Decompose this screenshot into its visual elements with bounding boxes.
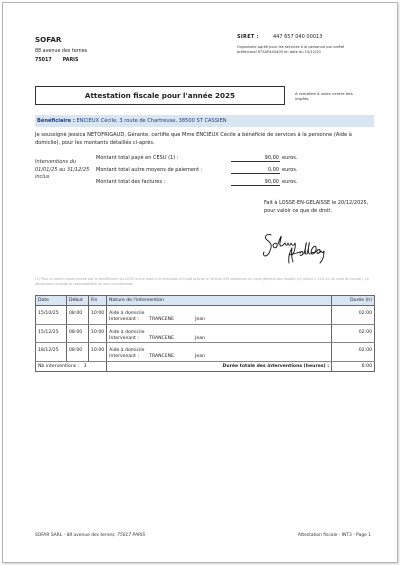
- interventions-count: [36, 361, 107, 371]
- signature-image: [259, 227, 329, 271]
- interventions-period: Interventions du 01/01/25 au 31/12/25 inclus: [35, 159, 90, 181]
- footer-address: 88 avenue des ternes, 75017 PARIS: [66, 533, 146, 538]
- place-date-statement: Fait à LOSSE-EN-GELAISSE le 20/12/2025, pour valoir ce que de droit.: [264, 200, 369, 214]
- page-footer-right: Attestation fiscale - INT3 - Page 1: [297, 533, 371, 538]
- document-title: Attestation fiscale pour l'année 2025: [35, 86, 285, 105]
- col-header-start: Début: [66, 296, 88, 306]
- agrement-note: Organisme agréé pour les services à la personne par arrêté préfectoral N°SAP440409 en date du 15/12/20: [237, 45, 345, 55]
- table-row: [36, 324, 375, 335]
- company-address: [35, 47, 87, 65]
- table-header-row: [36, 296, 375, 306]
- cesu-footnote: (1) Pour la partie autofinancée par le bénéficiaire du CESU ouvre droit à la réduction d'impôt prévue à l'article 199 sexdecies du code général des impôts (cf. article L 129-15 du code du travail). La déclaration engage la responsabilité du seul contribuable.: [35, 277, 369, 286]
- remit-note: A remettre à votre centre des impôts.: [295, 91, 353, 102]
- cell-end: 10:00: [88, 343, 106, 354]
- company-postcode: 75017: [35, 58, 52, 63]
- handwritten-signature: [259, 227, 329, 275]
- cell-date: 15/12/25: [36, 324, 67, 335]
- amount-unit: euros.: [282, 167, 298, 173]
- siret-line: [237, 34, 322, 40]
- siret-label: SIRET :: [237, 34, 259, 40]
- intervenant-label: Intervenant :: [109, 354, 139, 360]
- siret-value: 447 657 040 00013: [272, 34, 323, 40]
- intervenant-firstname: Jean: [195, 317, 206, 323]
- cell-start: 08:00: [66, 324, 88, 335]
- amount-value: 90,00: [231, 155, 280, 162]
- intervenant-label: Intervenant :: [109, 335, 139, 341]
- intervenant-name: TRANCENE: [149, 335, 175, 341]
- cell-nature: Aide à domicile: [107, 324, 332, 335]
- amount-unit: euros.: [282, 179, 298, 185]
- intervenant-name: TRANCENE: [149, 354, 175, 360]
- intervenant-firstname: Jean: [195, 335, 206, 341]
- beneficiary-value: ENCIEUX Cécile, 3 route de Chartreuse, 38500 ST CASSIEN: [76, 118, 227, 124]
- count-label: Nb interventions :: [38, 363, 80, 369]
- col-header-duration: Durée (h): [332, 296, 375, 306]
- table-row: [36, 306, 375, 317]
- cell-duration: 02:00: [332, 343, 375, 354]
- amount-unit: euros.: [282, 155, 298, 161]
- amount-label: Montant total payé en CESU (1) :: [96, 155, 179, 161]
- amount-value: 90,00: [231, 179, 280, 186]
- company-city-line: [35, 56, 87, 65]
- company-city: PARIS: [62, 58, 79, 63]
- amount-row-cesu: [96, 155, 297, 162]
- cell-end: 10:00: [88, 324, 106, 335]
- cell-duration: 02:00: [332, 306, 375, 317]
- cell-intervenant: [107, 316, 332, 324]
- intervenant-name: TRANCENE: [149, 317, 175, 323]
- attestation-page: [2, 2, 398, 563]
- beneficiary-bar: [35, 115, 374, 127]
- cell-nature: Aide à domicile: [107, 306, 332, 317]
- table-subrow: [36, 316, 375, 324]
- company-street: 88 avenue des ternes: [35, 49, 88, 54]
- table-subrow: [36, 335, 375, 343]
- page-footer-left: SOFAR SARL - 88 avenue des ternes, 75017 PARIS: [35, 533, 146, 538]
- table-subrow: [36, 353, 375, 361]
- cell-date: 18/12/25: [36, 343, 67, 354]
- company-name: SOFAR: [35, 35, 62, 44]
- col-header-nature: Nature de l'intervention: [107, 296, 332, 306]
- cell-nature: Aide à domicile: [107, 343, 332, 354]
- amount-label: Montant total des factures :: [96, 179, 166, 185]
- amount-value: 0,00: [231, 167, 280, 174]
- cell-intervenant: [107, 353, 332, 361]
- amount-row-invoices: [96, 179, 297, 186]
- count-value: 3: [83, 363, 87, 369]
- cell-intervenant: [107, 335, 332, 343]
- cell-start: 08:00: [66, 343, 88, 354]
- interventions-table: [35, 295, 375, 372]
- beneficiary-label: Bénéficiaire :: [37, 118, 75, 124]
- amount-row-other: [96, 167, 297, 174]
- footer-company: SOFAR SARL: [35, 533, 63, 538]
- cell-start: 08:00: [66, 306, 88, 317]
- total-duration-value: 6:00: [332, 361, 375, 371]
- cell-end: 10:00: [88, 306, 106, 317]
- intervenant-firstname: Jean: [195, 354, 206, 360]
- intro-paragraph: Je soussigné Jessica NETOFRIGAUD, Gérante, certifie que Mme ENCIEUX Cécile a bénéficié de services à la personne (Aide à domicile), pour les montants détaillés ci-après.: [35, 132, 352, 146]
- table-total-row: [36, 361, 375, 371]
- cell-duration: 02:00: [332, 324, 375, 335]
- table-row: [36, 343, 375, 354]
- col-header-date: Date: [36, 296, 67, 306]
- cell-date: 15/10/25: [36, 306, 67, 317]
- total-duration-label: Durée totale des interventions (heures) :: [107, 361, 332, 371]
- intervenant-label: Intervenant :: [109, 317, 139, 323]
- amount-label: Montant total autre moyens de paiement :: [96, 167, 203, 173]
- col-header-end: Fin: [88, 296, 106, 306]
